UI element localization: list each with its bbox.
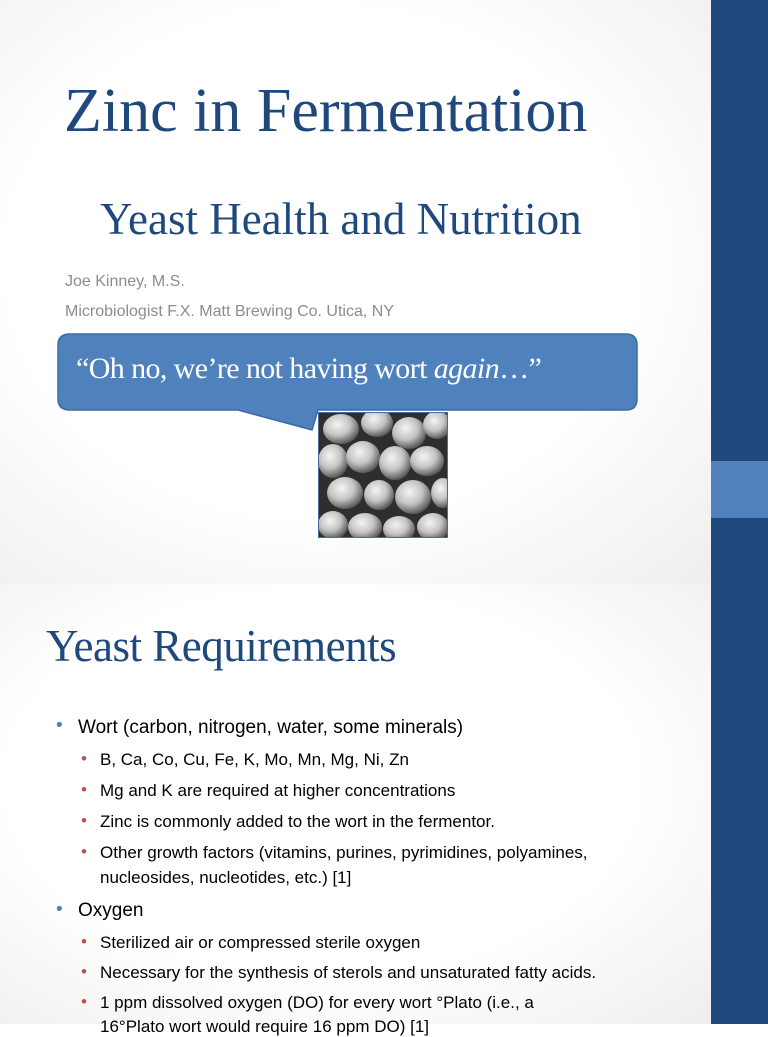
sub-bullet-item-continued: nucleosides, nucleotides, etc.) [1] (100, 868, 352, 887)
bullet-dot: • (81, 780, 87, 799)
bullet-dot: • (81, 749, 87, 768)
slide-title: Yeast Requirements (46, 621, 397, 671)
bullet-dot: • (81, 932, 87, 951)
sub-bullet-item: 1 ppm dissolved oxygen (DO) for every wort °Plato (i.e., a (100, 993, 534, 1012)
sub-bullet-item: Other growth factors (vitamins, purines, pyrimidines, polyamines, (100, 843, 588, 862)
sub-bullet-item: Necessary for the synthesis of sterols and unsaturated fatty acids. (100, 963, 597, 982)
bullet-dot: • (81, 962, 87, 981)
slide-subtitle: Yeast Health and Nutrition (100, 194, 582, 244)
speech-bubble-text: “Oh no, we’re not having wort again…” (76, 352, 542, 385)
bullet-dot: • (81, 842, 87, 861)
sub-bullet-item: B, Ca, Co, Cu, Fe, K, Mo, Mn, Mg, Ni, Zn (100, 750, 409, 769)
bullet-dot: • (56, 715, 63, 736)
bullet-item: Oxygen (78, 900, 144, 921)
author-affiliation: Microbiologist F.X. Matt Brewing Co. Utica, NY (65, 303, 394, 320)
bullet-dot: • (81, 992, 87, 1011)
bullet-dot: • (81, 811, 87, 830)
slide-title: Zinc in Fermentation (64, 77, 588, 145)
sub-bullet-item: Sterilized air or compressed sterile oxygen (100, 933, 421, 952)
sub-bullet-item: Mg and K are required at higher concentrations (100, 781, 456, 800)
bullet-item: Wort (carbon, nitrogen, water, some minerals) (78, 717, 464, 738)
sub-bullet-item: Zinc is commonly added to the wort in the fermentor. (100, 812, 495, 831)
sub-bullet-item-continued: 16°Plato wort would require 16 ppm DO) [1] (100, 1017, 430, 1036)
author-name: Joe Kinney, M.S. (65, 273, 185, 290)
bullet-dot: • (56, 899, 63, 920)
